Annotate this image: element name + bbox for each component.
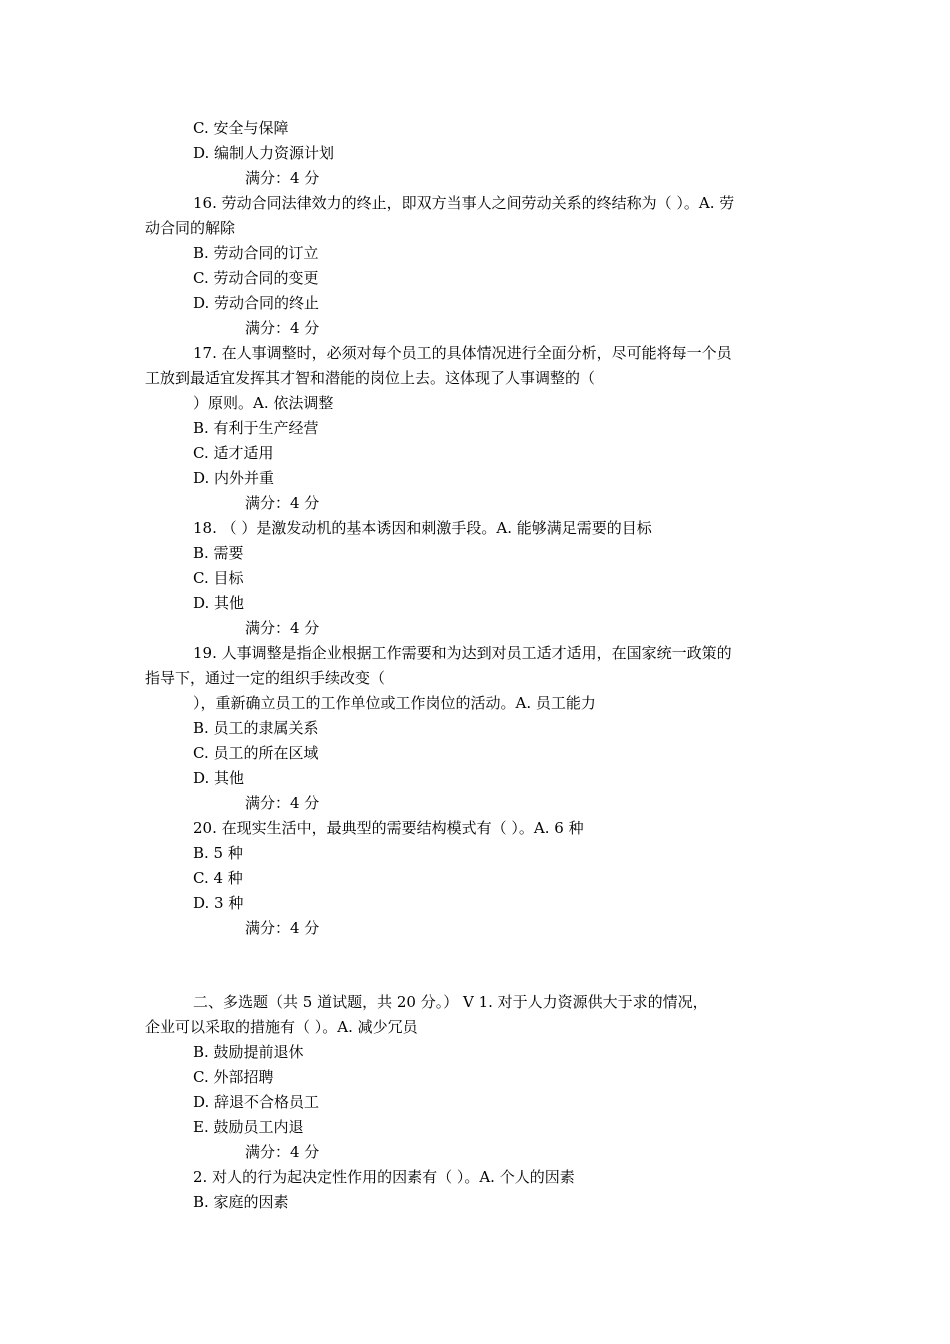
score-q15: 满分：4 分 (245, 169, 320, 187)
multi-question-1-text-cont: 企业可以采取的措施有（ ）。A. 减少冗员 (145, 1018, 418, 1036)
question-18-text: 18. （ ）是激发动机的基本诱因和刺激手段。A. 能够满足需要的目标 (193, 519, 652, 537)
section-heading-multi-choice: 二、多选题（共 5 道试题，共 20 分。） V 1. 对于人力资源供大于求的情况， (193, 993, 708, 1011)
option-d-q17: D. 内外并重 (193, 469, 275, 487)
option-c-q17: C. 适才适用 (193, 444, 274, 462)
option-b-mq2: B. 家庭的因素 (193, 1193, 289, 1211)
option-d-q18: D. 其他 (193, 594, 245, 612)
option-b-q16: B. 劳动合同的订立 (193, 244, 319, 262)
option-c-q20: C. 4 种 (193, 869, 243, 887)
option-c-q18: C. 目标 (193, 569, 244, 587)
option-d-q16: D. 劳动合同的终止 (193, 294, 320, 312)
multi-question-2-text: 2. 对人的行为起决定性作用的因素有（ ）。A. 个人的因素 (193, 1168, 575, 1186)
question-17-text-cont: 工放到最适宜发挥其才智和潜能的岗位上去。这体现了人事调整的（ (145, 369, 596, 387)
question-17-text-cont2: ）原则。A. 依法调整 (193, 394, 334, 412)
option-b-q17: B. 有利于生产经营 (193, 419, 319, 437)
option-d-mq1: D. 辞退不合格员工 (193, 1093, 320, 1111)
score-q18: 满分：4 分 (245, 619, 320, 637)
question-19-text-cont: 指导下，通过一定的组织手续改变（ (145, 669, 386, 687)
score-q17: 满分：4 分 (245, 494, 320, 512)
question-16-text-cont: 动合同的解除 (145, 219, 236, 237)
option-e-mq1: E. 鼓励员工内退 (193, 1118, 304, 1136)
option-b-mq1: B. 鼓励提前退休 (193, 1043, 304, 1061)
score-mq1: 满分：4 分 (245, 1143, 320, 1161)
score-q19: 满分：4 分 (245, 794, 320, 812)
question-19-text: 19. 人事调整是指企业根据工作需要和为达到对员工适才适用，在国家统一政策的 (193, 644, 732, 662)
question-16-text: 16. 劳动合同法律效力的终止，即双方当事人之间劳动关系的终结称为（ ）。A. 劳 (193, 194, 735, 212)
option-d-q20: D. 3 种 (193, 894, 244, 912)
score-q16: 满分：4 分 (245, 319, 320, 337)
option-b-q18: B. 需要 (193, 544, 244, 562)
option-b-q20: B. 5 种 (193, 844, 243, 862)
option-c-q16: C. 劳动合同的变更 (193, 269, 319, 287)
option-c-q19: C. 员工的所在区域 (193, 744, 319, 762)
option-d-q19: D. 其他 (193, 769, 245, 787)
question-17-text: 17. 在人事调整时，必须对每个员工的具体情况进行全面分析，尽可能将每一个员 (193, 344, 732, 362)
option-b-q19: B. 员工的隶属关系 (193, 719, 319, 737)
score-q20: 满分：4 分 (245, 919, 320, 937)
question-20-text: 20. 在现实生活中，最典型的需要结构模式有（ ）。A. 6 种 (193, 819, 584, 837)
option-d-q15: D. 编制人力资源计划 (193, 144, 335, 162)
option-c-mq1: C. 外部招聘 (193, 1068, 274, 1086)
option-c-q15: C. 安全与保障 (193, 119, 289, 137)
question-19-text-cont2: ），重新确立员工的工作单位或工作岗位的活动。A. 员工能力 (193, 694, 596, 712)
